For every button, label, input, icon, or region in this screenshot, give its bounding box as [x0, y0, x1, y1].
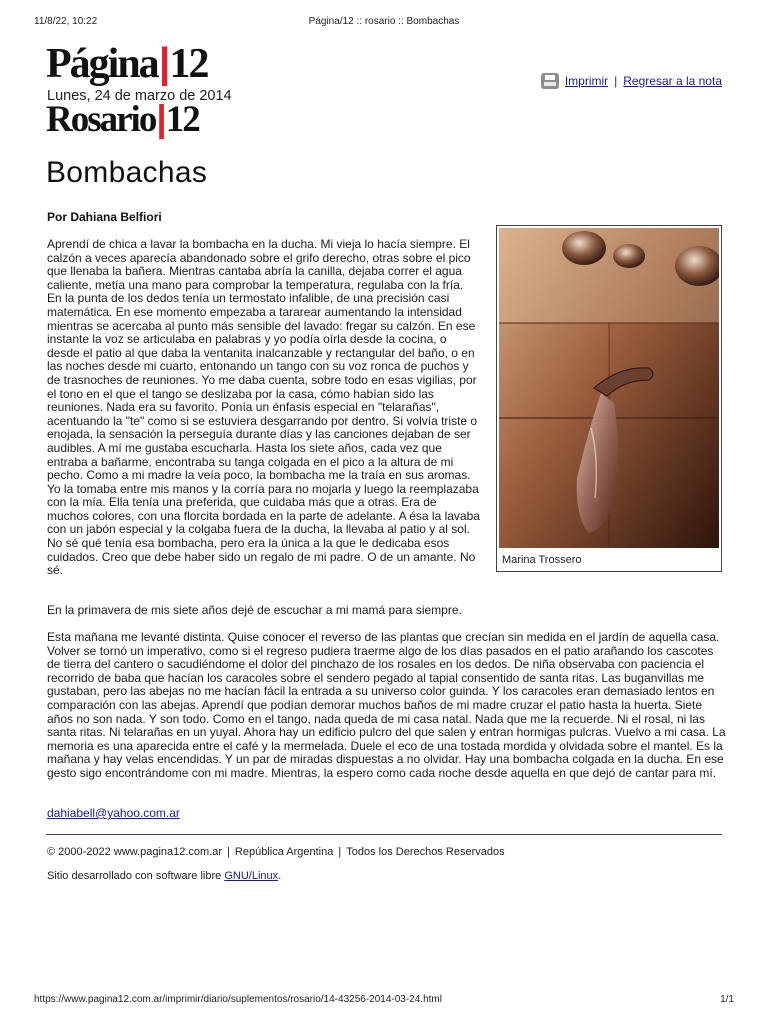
- pagina12-logo[interactable]: [46, 39, 208, 87]
- credits-period: .: [278, 870, 282, 882]
- rosario12-logo[interactable]: [46, 100, 199, 138]
- gnu-linux-link[interactable]: GNU/Linux: [224, 870, 279, 882]
- logo-sub-word: Rosario: [46, 99, 156, 140]
- photo-caption: Marina Trossero: [502, 554, 582, 566]
- print-link[interactable]: Imprimir: [564, 74, 609, 88]
- article-paragraph: En la primavera de mis siete años dejé de escuchar a mi mamá para siempre.: [47, 603, 462, 617]
- article-paragraph: Aprendí de chica a lavar la bombacha en la ducha. Mi vieja lo hacía siempre. El calzón a veces aparecía abandonado sobre el grifo derecho, otras sobre el pico que llenaba la bañera. Mientras cantaba abría la canilla, dejaba correr el agua caliente, metía una mano para comprobar la temperatura, regulaba con la fría. En la punta de los dedos tenía un termostato infalible, de una precisión casi matemática. En ese momento empezaba a tararear aumentando la intensidad mientras se acercaba al punto más sensible del lavado: fregar su calzón. En ese instante la voz se articulaba en palabras y yo podía oírla desde la cocina, o desde el patio al que daba la ventanita inalcanzable y rectangular del baño, o en las noches desde mi cuarto, entonando un tango con su voz ronca de puchos y de trasnoches de reuniones. Yo me daba cuenta, sobre todo en esas vigilias, por el tono en el que el tango se deslizaba por la casa, cómo habían sido las reuniones. Nada era su favorito. Ponía un énfasis especial en "telarañas", acentuando la "te" como si se estuviera desgarrando por dentro. Si volvía triste o enojada, la sensación la perseguía durante días y las canciones dejaban de ser audibles. A mí me gustaba escucharla. Hasta los siete años, cada vez que entraba a bañarme, encontraba su tanga colgada en el pico a la altura de mi pecho. Como a mi madre la veía poco, la bombacha me la traía en sus aromas. Yo la tomaba entre mis manos y la corría para no mojarla y luego la reemplazaba con la mía. Ella tenía una preferida, que cuidaba más que a otras. Era de muchos colores, con una florcita bordada en la parte de adelante. A ésa la lavaba con un jabón especial y la colgaba fuera de la ducha, la llevaba al patio y al sol. No sé qué tenía esa bombacha, pero era la única a la que le dedicaba esos cuidados. Creo que debe haber sido un regalo de mi padre. O de un amante. No sé.: [47, 237, 480, 578]
- shower-faucet-photo: [499, 228, 719, 548]
- article-paragraph: Esta mañana me levanté distinta. Quise conocer el reverso de las plantas que crecían sin medida en el jardín de aquella casa. Volver se tornó un imperativo, como si el regreso pudiera traerme algo de los días pasados en el patio arañando los cascotes de tierra del cantero o sacudiéndome el dolor del pinchazo de los rosales en los dedos. De niña observaba con paciencia el recorrido de baba que hacían los caracoles sobre el sendero pegado al tapial consentido de santa ritas. Las buganvillas me gustaban, pero las abejas no me hacían fácil la entrada a su universo color guinda. Y los caracoles eran demasiado lentos en comparación con las abejas. Aprendí que podían demorar muchos baños de mi madre cruzar el patio hasta la huerta. Siete años no son nada. Y son todo. Como en el tango, nada queda de mi casa natal. Nada que me la recuerde. Ni el rosal, ni las santa ritas. Ni telarañas en un yuyal. Ahora hay un edificio pulcro del que salen y entran hormigas pulcras. Vuelvo a mi casa. La memoria es una aparecida entre el café y la mermelada. Duele el eco de una tostada mordida y olvidada sobre el mantel. Es la mañana y hay velas encendidas. Y un par de miradas dispuestas a no olvidar. Hay una bombacha colgada en la ducha. En ese gesto sigo encontrándome con mi madre. Mientras, la espero como cada noche desde aquella en que dejó de cantar para mí.: [47, 630, 726, 780]
- tools-separator: |: [614, 74, 618, 88]
- author-email-link[interactable]: dahiabell@yahoo.com.ar: [47, 806, 180, 820]
- article-tools: [541, 72, 722, 90]
- copyright-text: © 2000-2022 www.pagina12.com.ar: [47, 846, 223, 858]
- logo-main-number: 12: [169, 41, 208, 87]
- rights-text: Todos los Derechos Reservados: [346, 846, 505, 858]
- site-copyright: [47, 846, 505, 858]
- print-footer: [0, 994, 768, 1008]
- footer-divider: [46, 834, 722, 835]
- masthead: [46, 40, 306, 140]
- print-page-number: 1/1: [720, 994, 734, 1005]
- print-url: https://www.pagina12.com.ar/imprimir/diario/suplementos/rosario/14-43256-2014-03-24.html: [34, 994, 442, 1005]
- back-to-article-link[interactable]: Regresar a la nota: [623, 74, 722, 88]
- article-byline: Por Dahiana Belfiori: [47, 210, 162, 224]
- copyright-separator: |: [338, 846, 342, 858]
- logo-bar: |: [158, 39, 169, 86]
- printer-icon[interactable]: [541, 73, 559, 89]
- credits-text: Sitio desarrollado con software libre: [47, 870, 222, 882]
- logo-main-word: Página: [46, 41, 158, 87]
- copyright-separator: |: [227, 846, 230, 858]
- logo-sub-number: 12: [165, 99, 199, 140]
- article-title: Bombachas: [46, 156, 208, 189]
- print-datetime: 11/8/22, 10:22: [34, 16, 98, 27]
- site-credits: [47, 870, 281, 882]
- edition-date: Lunes, 24 de marzo de 2014: [47, 88, 232, 104]
- country-text: República Argentina: [234, 846, 334, 858]
- logo-bar: |: [156, 98, 165, 139]
- article-photo-figure: [496, 225, 722, 572]
- print-document-title: Página/12 :: rosario :: Bombachas: [308, 16, 460, 27]
- print-header: [0, 16, 768, 30]
